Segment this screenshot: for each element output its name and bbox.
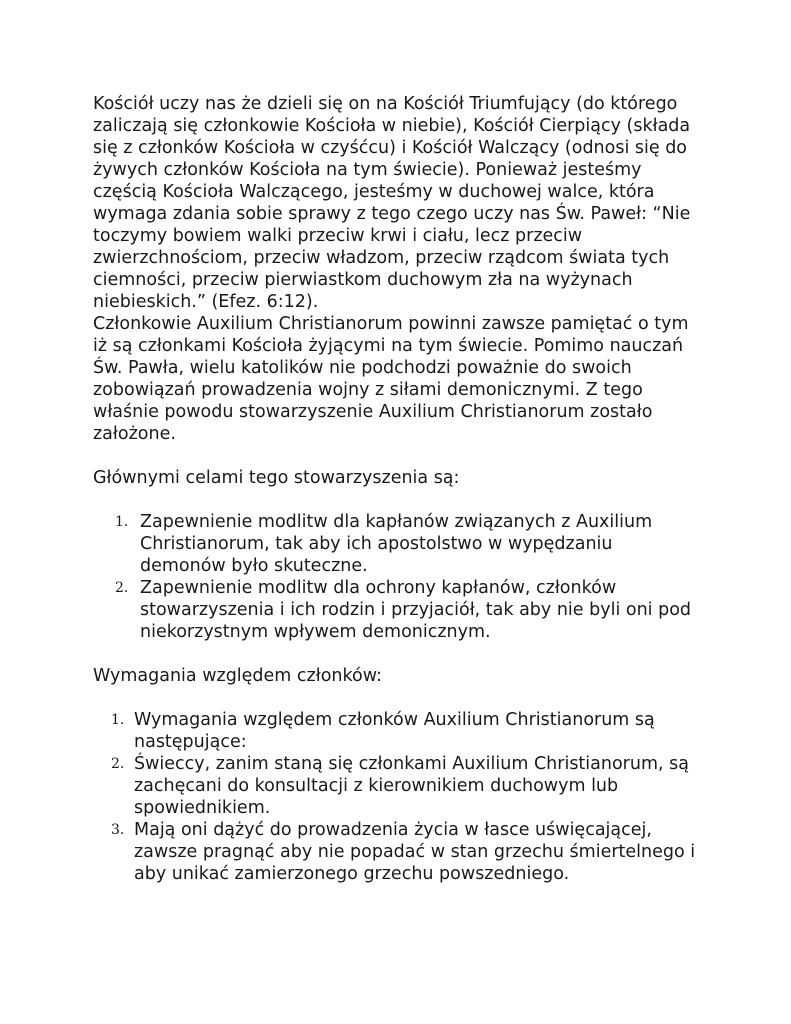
list-item-text: Wymagania względem członków Auxilium Christianorum są następujące:	[134, 710, 655, 752]
list-item-text: Zapewnienie modlitw dla ochrony kapłanów, członków stowarzyszenia i ich rodzin i przyjaciół, tak aby nie byli oni pod niekorzystnym wpływem demonicznym.	[140, 578, 692, 642]
blank-line	[93, 445, 703, 467]
list-number: 1.	[111, 712, 125, 728]
blank-line	[93, 643, 703, 665]
requirements-heading: Wymagania względem członków:	[93, 666, 382, 686]
list-item	[93, 753, 703, 819]
intro-paragraph: Kościół uczy nas że dzieli się on na Kościół Triumfujący (do którego zaliczają się członkowie Kościoła w niebie), Kościół Cierpiący (składa się z członków Kościoła w czyśćcu) i Kościół Walczący (odnosi się do żywych członków Kościoła na tym świecie). Ponieważ jesteśmy częścią Kościoła Walczącego, jesteśmy w duchowej walce, która wymaga zdania sobie sprawy z tego czego uczy nas Św. Paweł: “Nie toczymy bowiem walki przeciw krwi i ciału, lecz przeciw zwierzchnościom, przeciw władzom, przeciw rządcom świata tych ciemności, przeciw pierwiastkom duchowym zła na wyżynach niebieskich.” (Efez. 6:12).	[93, 94, 691, 312]
blank-line	[93, 687, 703, 709]
goals-heading: Głównymi celami tego stowarzyszenia są:	[93, 468, 460, 488]
document-page	[93, 93, 703, 885]
list-item	[93, 709, 703, 753]
list-number: 3.	[111, 822, 125, 838]
list-item-text: Mają oni dążyć do prowadzenia życia w łasce uświęcającej, zawsze pragnąć aby nie popadać w stan grzechu śmiertelnego i aby unikać zamierzonego grzechu powszedniego.	[134, 820, 696, 884]
goals-list	[93, 511, 703, 643]
list-item-text: Świeccy, zanim staną się członkami Auxilium Christianorum, są zachęcani do konsultacji z kierownikiem duchowym lub spowiednikiem.	[134, 754, 689, 818]
list-item-text: Zapewnienie modlitw dla kapłanów związanych z Auxilium Christianorum, tak aby ich apostolstwo w wypędzaniu demonów było skuteczne.	[140, 512, 653, 576]
list-item	[93, 819, 703, 885]
list-item	[93, 511, 703, 577]
requirements-list	[93, 709, 703, 885]
list-number: 2.	[111, 756, 125, 772]
members-paragraph: Członkowie Auxilium Christianorum powinni zawsze pamiętać o tym iż są członkami Kościoła żyjącymi na tym świecie. Pomimo nauczań Św. Pawła, wielu katolików nie podchodzi poważnie do swoich zobowiązań prowadzenia wojny z siłami demonicznymi. Z tego właśnie powodu stowarzyszenie Auxilium Christianorum zostało założone.	[93, 314, 689, 444]
list-number: 1.	[115, 514, 129, 530]
blank-line	[93, 489, 703, 511]
list-item	[93, 577, 703, 643]
list-number: 2.	[115, 580, 129, 596]
